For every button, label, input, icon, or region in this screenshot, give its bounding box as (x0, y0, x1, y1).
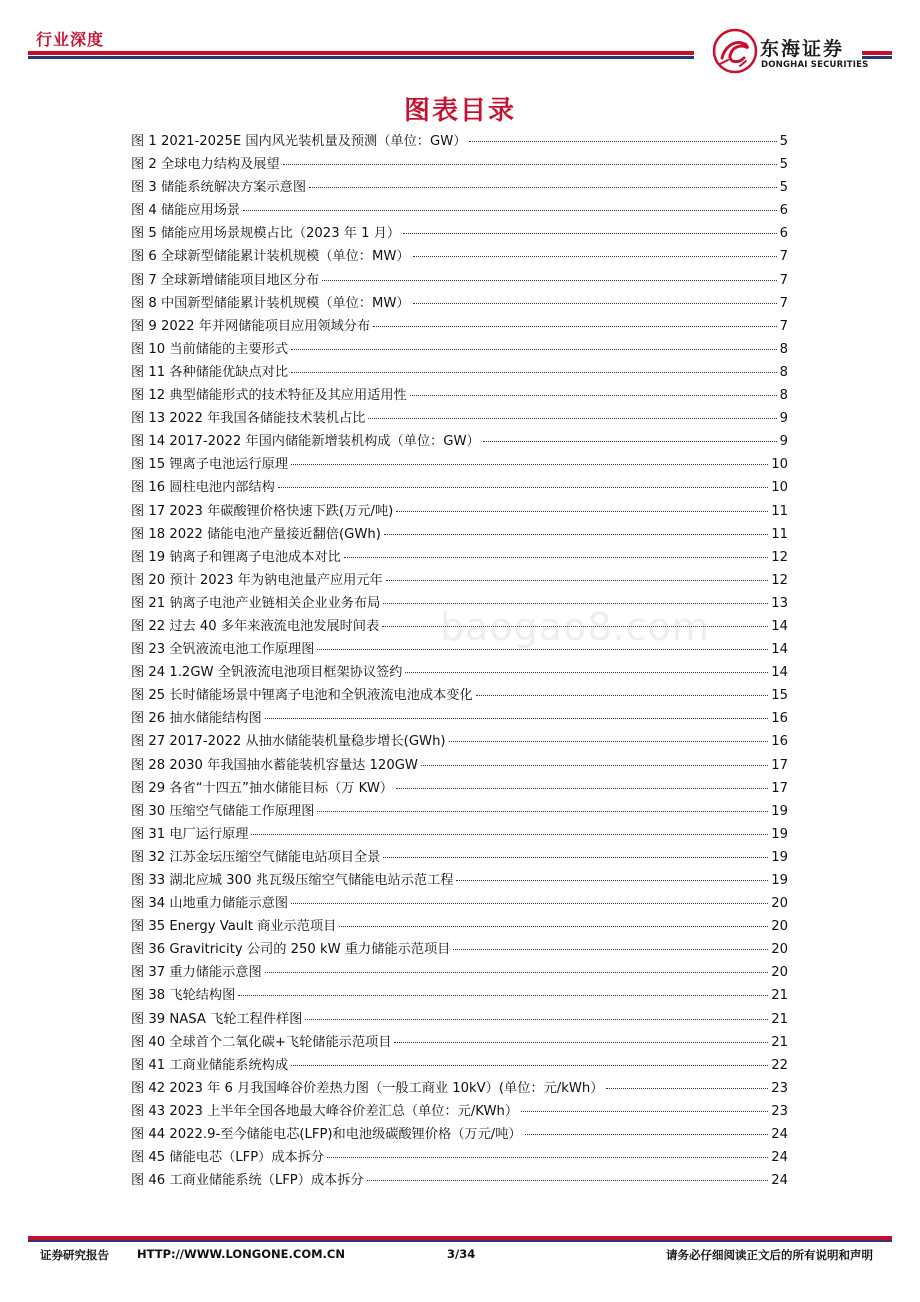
toc-entry[interactable] (131, 869, 788, 892)
toc-entry[interactable] (131, 500, 788, 523)
toc-entry[interactable] (131, 153, 788, 176)
toc-leader-dots (368, 417, 776, 419)
toc-entry-label: 图 24 1.2GW 全钒液流电池项目框架协议签约 (131, 665, 403, 681)
toc-entry[interactable] (131, 915, 788, 938)
toc-leader-dots (453, 948, 768, 950)
toc-leader-dots (238, 994, 768, 996)
toc-entry-label: 图 11 各种储能优缺点对比 (131, 364, 289, 380)
toc-entry-page: 8 (779, 341, 788, 357)
toc-leader-dots (384, 533, 768, 535)
toc-entry[interactable] (131, 430, 788, 453)
toc-entry[interactable] (131, 730, 788, 753)
toc-entry-page: 15 (771, 688, 788, 704)
toc-leader-dots (449, 740, 769, 742)
toc-entry-label: 图 20 预计 2023 年为钠电池量产应用元年 (131, 572, 383, 588)
toc-leader-dots (339, 925, 768, 927)
toc-leader-dots (291, 1064, 768, 1066)
footer-disclaimer: 请务必仔细阅读正文后的所有说明和声明 (666, 1248, 873, 1262)
toc-entry-label: 图 41 工商业储能系统构成 (131, 1057, 289, 1073)
toc-entry-label: 图 33 湖北应城 300 兆瓦级压缩空气储能电站示范工程 (131, 873, 454, 888)
toc-entry[interactable] (131, 292, 788, 315)
toc-leader-dots (383, 602, 768, 604)
toc-leader-dots (317, 810, 768, 812)
toc-leader-dots (606, 1087, 768, 1089)
toc-entry-page: 23 (771, 1103, 788, 1119)
toc-entry-label: 图 18 2022 储能电池产量接近翻倍(GWh) (131, 526, 381, 542)
toc-entry-label: 图 3 储能系统解决方案示意图 (131, 180, 307, 196)
toc-entry-label: 图 38 飞轮结构图 (131, 988, 236, 1004)
toc-entry[interactable] (131, 638, 788, 661)
toc-entry[interactable] (131, 938, 788, 961)
toc-leader-dots (405, 671, 768, 673)
toc-entry-page: 7 (779, 318, 788, 334)
toc-leader-dots (403, 232, 776, 234)
logo-english-name: DONGHAI SECURITIES (761, 60, 869, 70)
toc-entry-label: 图 43 2023 上半年全国各地最大峰谷价差汇总（单位：元/KWh） (131, 1103, 519, 1119)
toc-leader-dots (413, 255, 777, 257)
toc-leader-dots (243, 209, 777, 211)
toc-leader-dots (265, 717, 769, 719)
toc-entry-page: 14 (771, 665, 788, 681)
toc-entry-page: 12 (771, 549, 788, 565)
toc-entry-page: 24 (771, 1173, 788, 1189)
toc-leader-dots (386, 579, 768, 581)
toc-leader-dots (373, 325, 776, 327)
toc-entry-label: 图 26 抽水储能结构图 (131, 711, 262, 727)
toc-entry-page: 20 (771, 942, 788, 958)
toc-entry[interactable] (131, 1100, 788, 1123)
toc-leader-dots (291, 902, 768, 904)
toc-entry[interactable] (131, 476, 788, 499)
toc-leader-dots (265, 971, 769, 973)
toc-entry[interactable] (131, 222, 788, 245)
toc-entry-page: 16 (771, 734, 788, 750)
toc-leader-dots (525, 1133, 769, 1135)
toc-entry-label: 图 9 2022 年并网储能项目应用领域分布 (131, 318, 371, 334)
toc-entry-label: 图 15 锂离子电池运行原理 (131, 457, 289, 473)
toc-leader-dots (469, 140, 776, 142)
footer-website-link[interactable]: HTTP://WWW.LONGONE.COM.CN (137, 1247, 345, 1261)
toc-entry-label: 图 7 全球新增储能项目地区分布 (131, 272, 320, 288)
toc-entry-label: 图 1 2021-2025E 国内风光装机量及预测（单位：GW） (131, 134, 467, 149)
watermark: baogao8.com (440, 605, 710, 649)
toc-entry-page: 20 (771, 965, 788, 981)
toc-entry[interactable] (131, 1054, 788, 1077)
toc-entry[interactable] (131, 846, 788, 869)
toc-entry-page: 6 (779, 203, 788, 219)
company-logo (712, 28, 869, 78)
toc-entry-page: 14 (771, 618, 788, 634)
toc-leader-dots (305, 1018, 768, 1020)
toc-entry-page: 16 (771, 711, 788, 727)
toc-entry[interactable] (131, 754, 788, 777)
toc-leader-dots (283, 163, 777, 165)
toc-entry-label: 图 34 山地重力储能示意图 (131, 896, 289, 912)
toc-leader-dots (456, 879, 768, 881)
toc-entry[interactable] (131, 661, 788, 684)
toc-entry-label: 图 32 江苏金坛压缩空气储能电站项目全景 (131, 849, 381, 865)
toc-entry-page: 6 (779, 226, 788, 242)
toc-entry-page: 20 (771, 896, 788, 912)
toc-entry-page: 17 (771, 780, 788, 796)
toc-entry[interactable] (131, 1146, 788, 1169)
toc-entry-label: 图 45 储能电芯（LFP）成本拆分 (131, 1150, 325, 1166)
toc-entry[interactable] (131, 338, 788, 361)
toc-entry[interactable] (131, 546, 788, 569)
toc-entry-label: 图 46 工商业储能系统（LFP）成本拆分 (131, 1173, 364, 1189)
page-title: 图表目录 (403, 96, 516, 126)
toc-leader-dots (309, 186, 777, 188)
toc-entry[interactable] (131, 707, 788, 730)
toc-entry-label: 图 22 过去 40 多年来液流电池发展时间表 (131, 618, 380, 634)
toc-entry[interactable] (131, 315, 788, 338)
toc-leader-dots (291, 371, 777, 373)
footer-page-number: 3/34 (447, 1247, 476, 1261)
toc-entry-page: 9 (779, 434, 788, 450)
toc-entry-label: 图 23 全钒液流电池工作原理图 (131, 642, 315, 658)
toc-leader-dots (396, 787, 768, 789)
toc-entry-label: 图 13 2022 年我国各储能技术装机占比 (131, 411, 366, 427)
toc-entry[interactable] (131, 407, 788, 430)
toc-entry-page: 21 (771, 1011, 788, 1027)
toc-entry-page: 22 (771, 1057, 788, 1073)
toc-entry-label: 图 35 Energy Vault 商业示范项目 (131, 919, 337, 935)
toc-entry[interactable] (131, 892, 788, 915)
toc-entry[interactable] (131, 777, 788, 800)
toc-entry-page: 7 (779, 272, 788, 288)
toc-entry-page: 5 (779, 157, 788, 173)
toc-entry-label: 图 42 2023 年 6 月我国峰谷价差热力图（一般工商业 10kV）(单位：元/kWh） (131, 1080, 604, 1096)
toc-entry-page: 10 (771, 457, 788, 473)
toc-leader-dots (251, 833, 768, 835)
toc-entry-label: 图 27 2017-2022 从抽水储能装机量稳步增长(GWh) (131, 734, 446, 750)
toc-entry-page: 20 (771, 919, 788, 935)
toc-leader-dots (394, 1041, 768, 1043)
toc-entry[interactable] (131, 684, 788, 707)
toc-entry-label: 图 4 储能应用场景 (131, 203, 241, 219)
toc-entry-page: 10 (771, 480, 788, 496)
toc-entry-page: 14 (771, 642, 788, 658)
toc-leader-dots (382, 625, 768, 627)
toc-entry-label: 图 39 NASA 飞轮工程件样图 (131, 1011, 303, 1027)
toc-entry-page: 19 (771, 803, 788, 819)
toc-leader-dots (421, 764, 768, 766)
header-divider (28, 51, 694, 59)
toc-entry-page: 8 (779, 388, 788, 404)
toc-entry-label: 图 19 钠离子和锂离子电池成本对比 (131, 549, 341, 565)
toc-entry-page: 11 (771, 503, 788, 519)
toc-entry-page: 5 (779, 180, 788, 196)
footer-divider-navy (28, 1240, 892, 1242)
toc-entry[interactable] (131, 245, 788, 268)
toc-leader-dots (476, 694, 769, 696)
toc-entry[interactable] (131, 569, 788, 592)
table-of-figures (131, 130, 788, 1192)
toc-entry-page: 8 (779, 364, 788, 380)
toc-entry[interactable] (131, 823, 788, 846)
toc-entry-label: 图 30 压缩空气储能工作原理图 (131, 803, 315, 819)
toc-entry-label: 图 28 2030 年我国抽水蓄能装机容量达 120GW (131, 757, 418, 773)
toc-entry-label: 图 12 典型储能形式的技术特征及其应用适用性 (131, 388, 407, 404)
toc-entry[interactable] (131, 961, 788, 984)
toc-leader-dots (327, 1156, 768, 1158)
toc-entry[interactable] (131, 800, 788, 823)
toc-leader-dots (396, 510, 768, 512)
toc-entry-label: 图 25 长时储能场景中锂离子电池和全钒液流电池成本变化 (131, 688, 473, 704)
toc-entry[interactable] (131, 384, 788, 407)
toc-entry-label: 图 40 全球首个二氧化碳+飞轮储能示范项目 (131, 1034, 392, 1050)
toc-entry[interactable] (131, 1077, 788, 1100)
toc-leader-dots (344, 556, 768, 558)
toc-entry-label: 图 5 储能应用场景规模占比（2023 年 1 月） (131, 226, 401, 242)
toc-entry[interactable] (131, 361, 788, 384)
toc-entry-label: 图 31 电厂运行原理 (131, 826, 249, 842)
toc-entry-page: 7 (779, 295, 788, 311)
toc-entry-label: 图 8 中国新型储能累计装机规模（单位：MW） (131, 295, 410, 311)
toc-entry-page: 17 (771, 757, 788, 773)
toc-entry-page: 19 (771, 849, 788, 865)
toc-entry-page: 11 (771, 526, 788, 542)
dragon-logo-icon (712, 28, 758, 74)
toc-entry[interactable] (131, 453, 788, 476)
toc-entry-label: 图 36 Gravitricity 公司的 250 kW 重力储能示范项目 (131, 942, 451, 958)
toc-leader-dots (483, 440, 777, 442)
toc-entry-label: 图 17 2023 年碳酸锂价格快速下跌(万元/吨) (131, 503, 394, 519)
toc-entry[interactable] (131, 523, 788, 546)
toc-leader-dots (367, 1179, 769, 1181)
toc-entry-page: 19 (771, 873, 788, 888)
toc-entry-page: 24 (771, 1150, 788, 1166)
toc-leader-dots (278, 486, 768, 488)
toc-entry-page: 13 (771, 595, 788, 611)
toc-entry-label: 图 2 全球电力结构及展望 (131, 157, 280, 173)
toc-entry-page: 7 (779, 249, 788, 265)
toc-leader-dots (413, 302, 777, 304)
report-type-tag: 行业深度 (36, 30, 105, 49)
toc-entry[interactable] (131, 1169, 788, 1192)
toc-entry-label: 图 14 2017-2022 年国内储能新增装机构成（单位：GW） (131, 434, 480, 450)
toc-entry-page: 9 (779, 411, 788, 427)
toc-entry[interactable] (131, 176, 788, 199)
toc-entry[interactable] (131, 1008, 788, 1031)
toc-leader-dots (410, 394, 777, 396)
toc-entry[interactable] (131, 199, 788, 222)
toc-leader-dots (291, 463, 768, 465)
toc-entry[interactable] (131, 615, 788, 638)
toc-leader-dots (291, 348, 777, 350)
toc-entry-page: 23 (771, 1080, 788, 1096)
toc-entry-label: 图 10 当前储能的主要形式 (131, 341, 289, 357)
toc-entry-label: 图 37 重力储能示意图 (131, 965, 262, 981)
toc-entry[interactable] (131, 1123, 788, 1146)
toc-entry[interactable] (131, 984, 788, 1007)
toc-entry-page: 19 (771, 826, 788, 842)
toc-leader-dots (521, 1110, 768, 1112)
toc-entry-page: 21 (771, 1034, 788, 1050)
toc-entry-page: 12 (771, 572, 788, 588)
toc-entry[interactable] (131, 592, 788, 615)
toc-entry-page: 5 (779, 134, 788, 149)
toc-entry-page: 24 (771, 1127, 788, 1143)
footer-report-type: 证券研究报告 (40, 1248, 109, 1262)
toc-leader-dots (322, 279, 776, 281)
toc-leader-dots (383, 856, 768, 858)
header-divider-right (862, 51, 892, 59)
toc-entry-label: 图 44 2022.9-至今储能电芯(LFP)和电池级碳酸锂价格（万元/吨） (131, 1127, 522, 1143)
toc-entry-label: 图 6 全球新型储能累计装机规模（单位：MW） (131, 249, 410, 265)
toc-entry[interactable] (131, 130, 788, 153)
toc-leader-dots (317, 648, 768, 650)
toc-entry-label: 图 21 钠离子电池产业链相关企业业务布局 (131, 595, 381, 611)
toc-entry[interactable] (131, 1031, 788, 1054)
toc-entry-page: 21 (771, 988, 788, 1004)
toc-entry-label: 图 16 圆柱电池内部结构 (131, 480, 275, 496)
toc-entry[interactable] (131, 269, 788, 292)
logo-chinese-name: 东海证券 (760, 38, 845, 60)
toc-entry-label: 图 29 各省“十四五”抽水储能目标（万 KW） (131, 780, 394, 796)
